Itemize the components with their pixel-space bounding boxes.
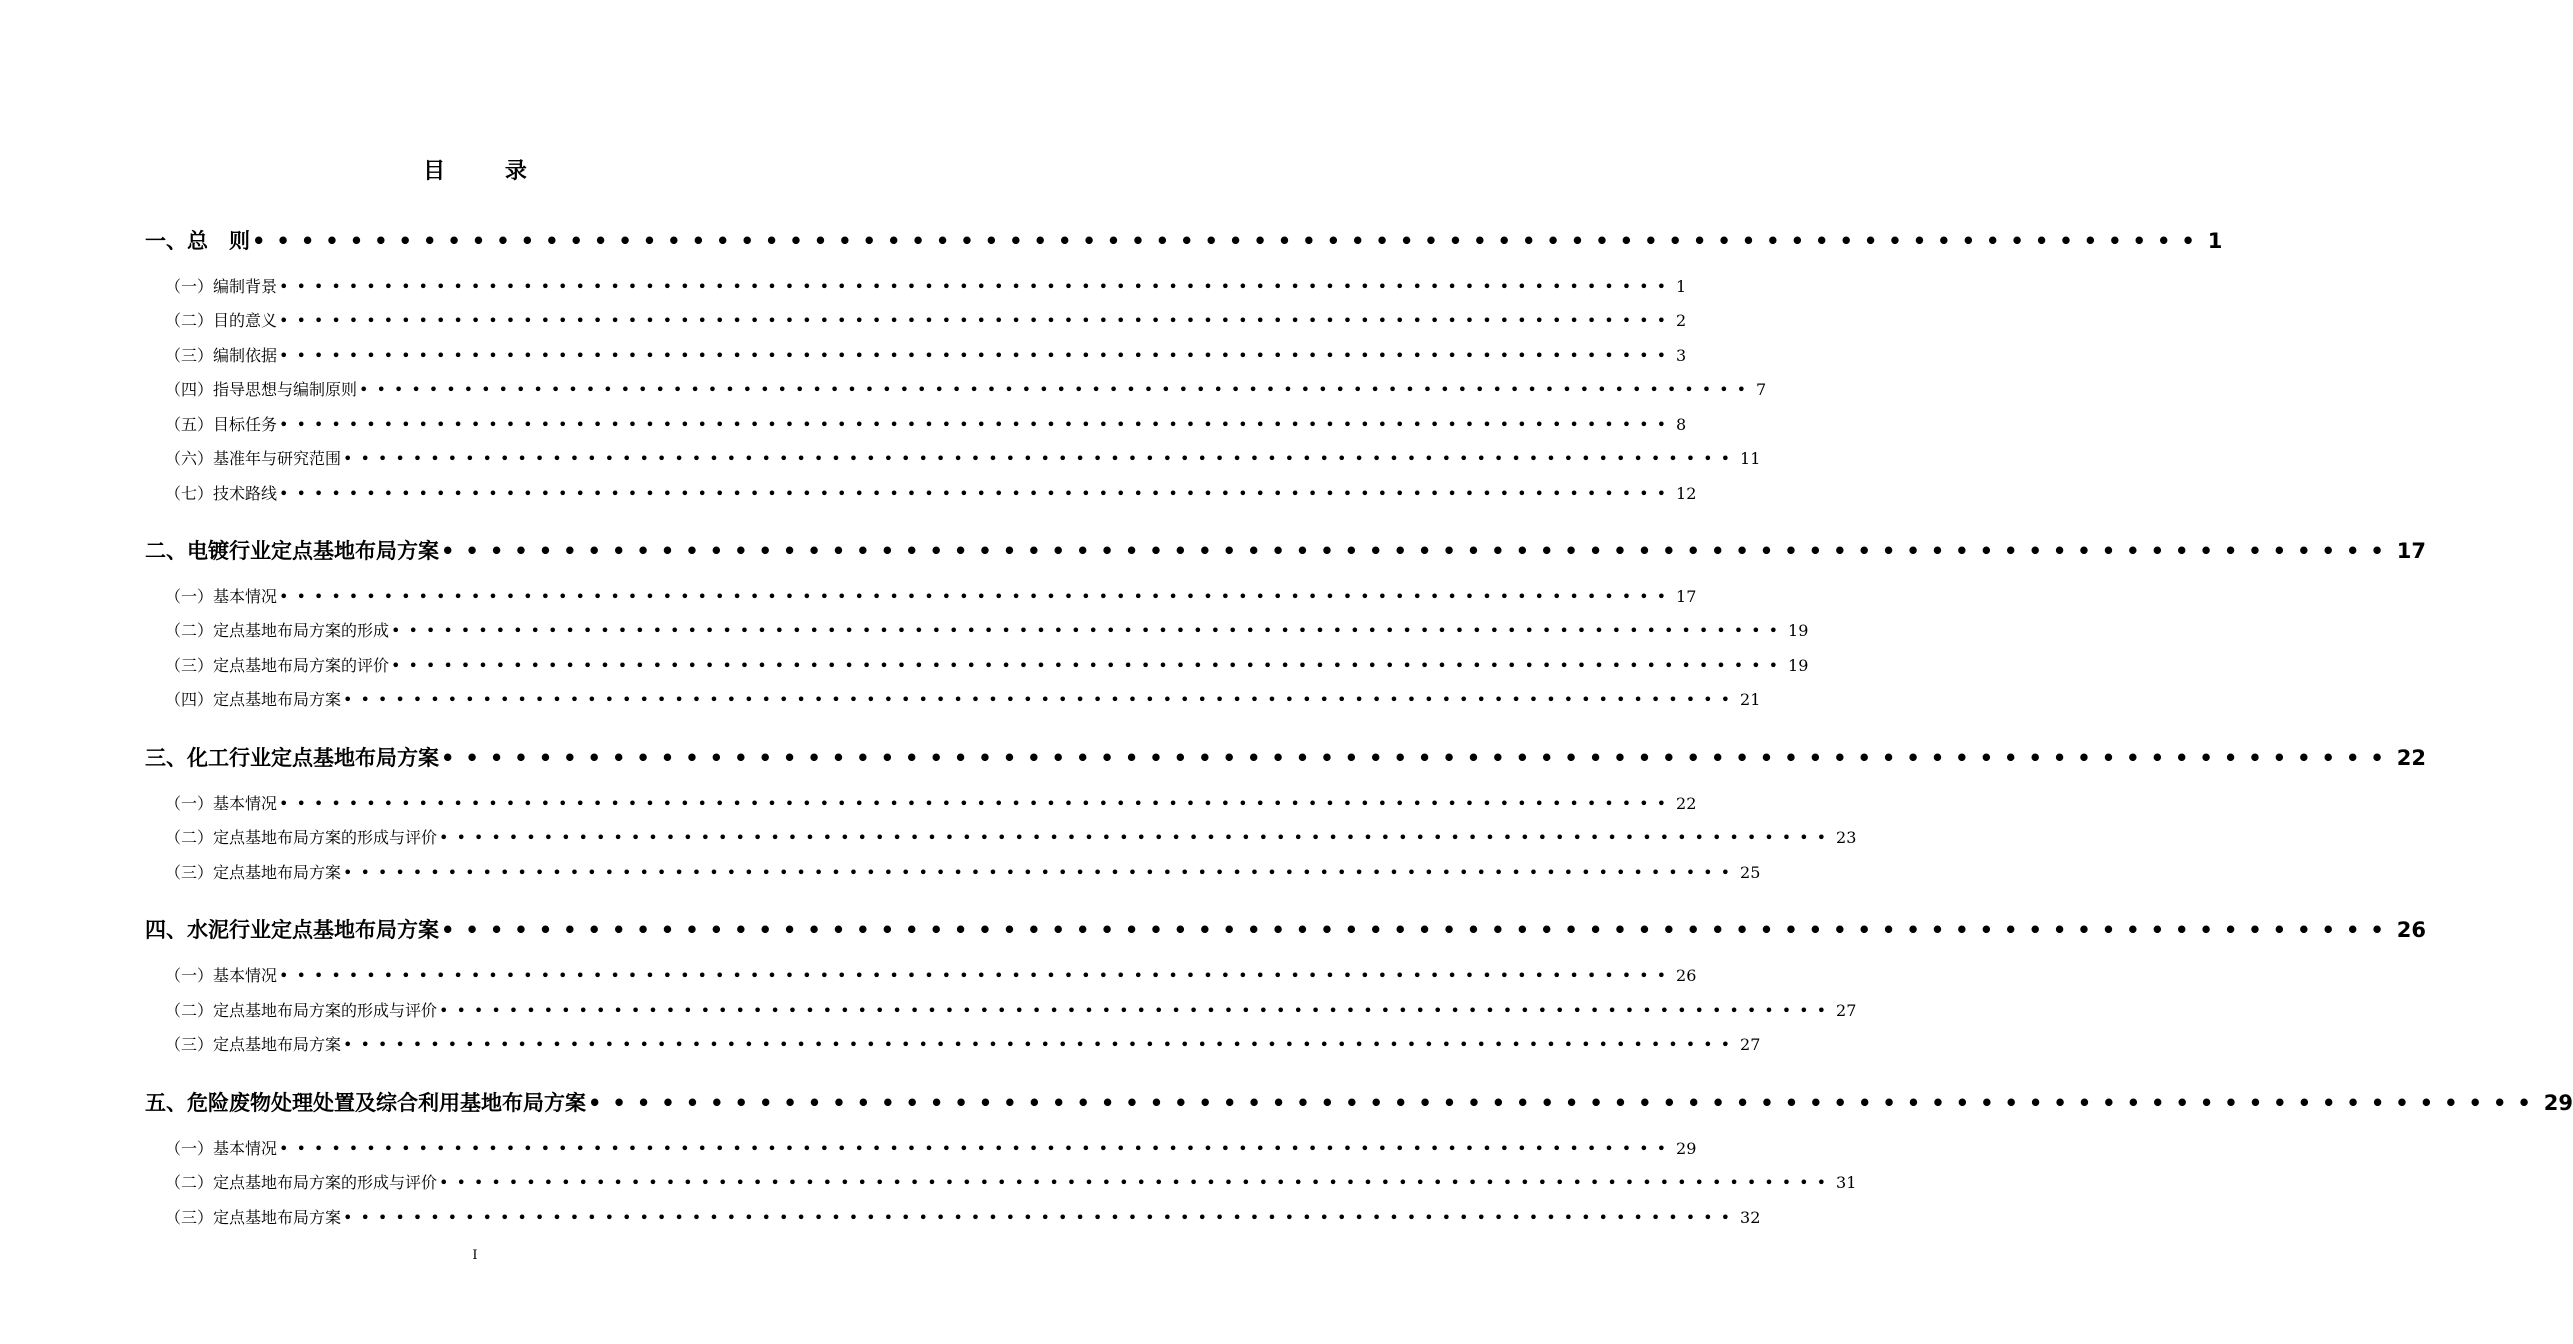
toc-page-number: 22: [1676, 794, 1697, 813]
toc-page-number: 27: [1836, 1001, 1857, 1020]
toc-page-number: 29: [1676, 1139, 1697, 1158]
toc-page-number: 27: [1740, 1035, 1761, 1054]
dot-leader: ••••••••••••••••••••••••••••••••••••••••••••••••••••••••••••••••••••••••••••••••: [279, 277, 1675, 296]
toc-section-2[interactable]: [145, 536, 2427, 566]
toc-item-label: （三）定点基地布局方案的评价: [165, 656, 390, 675]
dot-leader: ••••••••••••••••••••••••••••••••••••••••••••••••••••••••••••••••••••••••••••••••: [588, 1091, 2542, 1115]
toc-page-number: 17: [1676, 587, 1697, 606]
toc-page-number: 7: [1756, 380, 1767, 399]
dot-leader: ••••••••••••••••••••••••••••••••••••••••••••••••••••••••••••••••••••••••••••••••: [441, 539, 2395, 563]
toc-item-label: （四）定点基地布局方案: [165, 690, 342, 709]
toc-item-4-3[interactable]: [165, 1033, 1761, 1057]
toc-item-label: （一）基本情况: [165, 587, 278, 606]
dot-leader: ••••••••••••••••••••••••••••••••••••••••••••••••••••••••••••••••••••••••••••••••: [359, 380, 1755, 399]
toc-item-1-6[interactable]: [165, 447, 1761, 471]
dot-leader: ••••••••••••••••••••••••••••••••••••••••••••••••••••••••••••••••••••••••••••••••: [279, 966, 1675, 985]
dot-leader: ••••••••••••••••••••••••••••••••••••••••••••••••••••••••••••••••••••••••••••••••: [391, 621, 1787, 640]
toc-item-1-4[interactable]: [165, 378, 1767, 402]
dot-leader: ••••••••••••••••••••••••••••••••••••••••••••••••••••••••••••••••••••••••••••••••: [343, 690, 1739, 709]
toc-section-label: 五、危险废物处理处置及综合利用基地布局方案: [145, 1091, 586, 1115]
toc-item-label: （七）技术路线: [165, 484, 278, 503]
toc-item-3-2[interactable]: [165, 826, 1857, 850]
footer-page-number: I: [472, 1248, 478, 1263]
toc-item-label: （一）基本情况: [165, 1139, 278, 1158]
toc-section-3[interactable]: [145, 743, 2427, 773]
dot-leader: ••••••••••••••••••••••••••••••••••••••••••••••••••••••••••••••••••••••••••••••••: [439, 1173, 1835, 1192]
toc-item-1-3[interactable]: [165, 344, 1687, 368]
dot-leader: ••••••••••••••••••••••••••••••••••••••••••••••••••••••••••••••••••••••••••••••••: [441, 918, 2395, 942]
toc-page-number: 32: [1740, 1208, 1761, 1227]
dot-leader: ••••••••••••••••••••••••••••••••••••••••••••••••••••••••••••••••••••••••••••••••: [343, 1208, 1739, 1227]
dot-leader: ••••••••••••••••••••••••••••••••••••••••••••••••••••••••••••••••••••••••••••••••: [279, 1139, 1675, 1158]
toc-item-label: （三）编制依据: [165, 346, 278, 365]
dot-leader: ••••••••••••••••••••••••••••••••••••••••••••••••••••••••••••••••••••••••••••••••: [343, 863, 1739, 882]
dot-leader: ••••••••••••••••••••••••••••••••••••••••••••••••••••••••••••••••••••••••••••••••: [279, 794, 1675, 813]
toc-item-1-7[interactable]: [165, 482, 1697, 506]
toc-section-4[interactable]: [145, 915, 2427, 945]
toc-item-label: （二）目的意义: [165, 311, 278, 330]
dot-leader: ••••••••••••••••••••••••••••••••••••••••••••••••••••••••••••••••••••••••••••••••: [279, 484, 1675, 503]
toc-item-label: （三）定点基地布局方案: [165, 863, 342, 882]
toc-item-1-5[interactable]: [165, 413, 1687, 437]
toc-item-3-1[interactable]: [165, 792, 1697, 816]
toc-item-label: （五）目标任务: [165, 415, 278, 434]
toc-item-label: （一）编制背景: [165, 277, 278, 296]
toc-page-number: 1: [2207, 229, 2223, 253]
toc-page-number: 29: [2543, 1091, 2573, 1115]
toc-item-label: （二）定点基地布局方案的形成与评价: [165, 1001, 438, 1020]
dot-leader: ••••••••••••••••••••••••••••••••••••••••••••••••••••••••••••••••••••••••••••••••: [279, 415, 1675, 434]
toc-section-1[interactable]: [145, 226, 2223, 256]
toc-page-number: 19: [1788, 621, 1809, 640]
toc-item-3-3[interactable]: [165, 861, 1761, 885]
toc-page-number: 19: [1788, 656, 1809, 675]
toc-section-label: 三、化工行业定点基地布局方案: [145, 746, 439, 770]
dot-leader: ••••••••••••••••••••••••••••••••••••••••••••••••••••••••••••••••••••••••••••••••: [391, 656, 1787, 675]
toc-page-number: 2: [1676, 311, 1687, 330]
toc-section-label: 四、水泥行业定点基地布局方案: [145, 918, 439, 942]
toc-item-label: （一）基本情况: [165, 966, 278, 985]
dot-leader: ••••••••••••••••••••••••••••••••••••••••••••••••••••••••••••••••••••••••••••••••: [279, 311, 1675, 330]
toc-item-label: （二）定点基地布局方案的形成与评价: [165, 1173, 438, 1192]
toc-section-label: 一、总 则: [145, 229, 250, 253]
toc-page-number: 31: [1836, 1173, 1857, 1192]
toc-page-number: 1: [1676, 277, 1687, 296]
toc-page-number: 11: [1740, 449, 1761, 468]
dot-leader: ••••••••••••••••••••••••••••••••••••••••••••••••••••••••••••••••••••••••••••••••: [252, 229, 2206, 253]
toc-item-label: （一）基本情况: [165, 794, 278, 813]
toc-section-label: 二、电镀行业定点基地布局方案: [145, 539, 439, 563]
dot-leader: ••••••••••••••••••••••••••••••••••••••••••••••••••••••••••••••••••••••••••••••••: [343, 1035, 1739, 1054]
toc-page-number: 23: [1836, 828, 1857, 847]
dot-leader: ••••••••••••••••••••••••••••••••••••••••••••••••••••••••••••••••••••••••••••••••: [279, 346, 1675, 365]
toc-item-label: （六）基准年与研究范围: [165, 449, 342, 468]
toc-item-2-2[interactable]: [165, 619, 1809, 643]
toc-page-number: 21: [1740, 690, 1761, 709]
toc-section-5[interactable]: [145, 1088, 2573, 1118]
toc-page-number: 22: [2396, 746, 2427, 770]
toc-item-4-2[interactable]: [165, 999, 1857, 1023]
dot-leader: ••••••••••••••••••••••••••••••••••••••••••••••••••••••••••••••••••••••••••••••••: [439, 828, 1835, 847]
dot-leader: ••••••••••••••••••••••••••••••••••••••••••••••••••••••••••••••••••••••••••••••••: [441, 746, 2395, 770]
toc-page-number: 25: [1740, 863, 1761, 882]
toc-page-number: 3: [1676, 346, 1687, 365]
dot-leader: ••••••••••••••••••••••••••••••••••••••••••••••••••••••••••••••••••••••••••••••••: [439, 1001, 1835, 1020]
toc-item-1-1[interactable]: [165, 275, 1687, 299]
toc-item-label: （二）定点基地布局方案的形成与评价: [165, 828, 438, 847]
toc-item-label: （四）指导思想与编制原则: [165, 380, 358, 399]
toc-item-5-1[interactable]: [165, 1137, 1697, 1161]
toc-item-label: （二）定点基地布局方案的形成: [165, 621, 390, 640]
toc-page-number: 26: [2396, 918, 2427, 942]
toc-page-number: 17: [2396, 539, 2427, 563]
toc-item-label: （三）定点基地布局方案: [165, 1208, 342, 1227]
toc-item-1-2[interactable]: [165, 309, 1687, 333]
toc-page-number: 8: [1676, 415, 1687, 434]
toc-page-number: 26: [1676, 966, 1697, 985]
toc-item-5-3[interactable]: [165, 1206, 1761, 1230]
dot-leader: ••••••••••••••••••••••••••••••••••••••••••••••••••••••••••••••••••••••••••••••••: [279, 587, 1675, 606]
toc-page-number: 12: [1676, 484, 1697, 503]
toc-item-4-1[interactable]: [165, 964, 1697, 988]
toc-item-2-1[interactable]: [165, 585, 1697, 609]
page-title: 目 录: [423, 159, 553, 184]
toc-item-label: （三）定点基地布局方案: [165, 1035, 342, 1054]
toc-item-2-4[interactable]: [165, 688, 1761, 712]
dot-leader: ••••••••••••••••••••••••••••••••••••••••••••••••••••••••••••••••••••••••••••••••: [343, 449, 1739, 468]
toc-item-2-3[interactable]: [165, 654, 1809, 678]
toc-item-5-2[interactable]: [165, 1171, 1857, 1195]
